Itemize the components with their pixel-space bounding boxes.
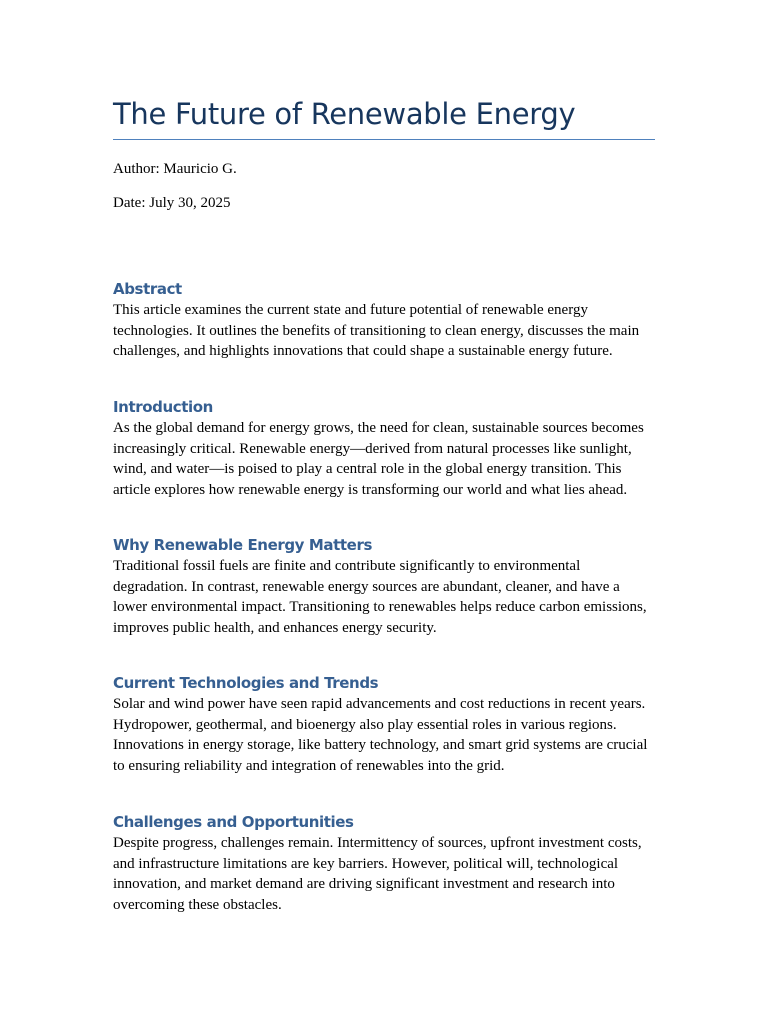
section-body: This article examines the current state and future potential of renewable energy technologies. It outlines the benefits of transitioning to clean energy, discusses the main challenges, and highlights innovations that could shape a sustainable energy future. bbox=[113, 302, 640, 360]
section-heading: Challenges and Opportunities bbox=[113, 813, 354, 831]
document-title: The Future of Renewable Energy bbox=[113, 97, 576, 131]
section-challenges-and-opportunities bbox=[113, 811, 655, 916]
section-body: Solar and wind power have seen rapid advancements and cost reductions in recent years. Hydropower, geothermal, and bioenergy also play essential roles in various regions. Innovations in energy storage, like battery technology, and smart grid systems are crucial to ensuring reliability and integration of renewables into the grid. bbox=[113, 696, 648, 775]
section-body: Traditional fossil fuels are finite and contribute significantly to environmental degradation. In contrast, renewable energy sources are abundant, cleaner, and have a lower environmental impact. Transitioning to renewables helps reduce carbon emissions, improves public health, and enhances energy security. bbox=[113, 558, 647, 637]
section-heading: Current Technologies and Trends bbox=[113, 674, 379, 692]
section-introduction bbox=[113, 396, 655, 501]
section-abstract bbox=[113, 278, 655, 362]
section-current-technologies-and-trends bbox=[113, 672, 655, 777]
date-line: Date: July 30, 2025 bbox=[113, 195, 231, 211]
section-heading: Why Renewable Energy Matters bbox=[113, 536, 372, 554]
section-body: Despite progress, challenges remain. Intermittency of sources, upfront investment costs, and infrastructure limitations are key barriers. However, political will, technological innovation, and market demand are driving significant investment and research into overcoming these obstacles. bbox=[113, 835, 642, 914]
author-line: Author: Mauricio G. bbox=[113, 161, 237, 177]
title-underline bbox=[113, 139, 655, 140]
section-why-renewable-energy-matters bbox=[113, 534, 655, 639]
section-heading: Abstract bbox=[113, 280, 182, 298]
section-body: As the global demand for energy grows, the need for clean, sustainable sources becomes increasingly critical. Renewable energy—derived from natural processes like sunlight, wind, and water—is poised to play a central role in the global energy transition. This article explores how renewable energy is transforming our world and what lies ahead. bbox=[113, 420, 644, 499]
section-heading: Introduction bbox=[113, 398, 213, 416]
